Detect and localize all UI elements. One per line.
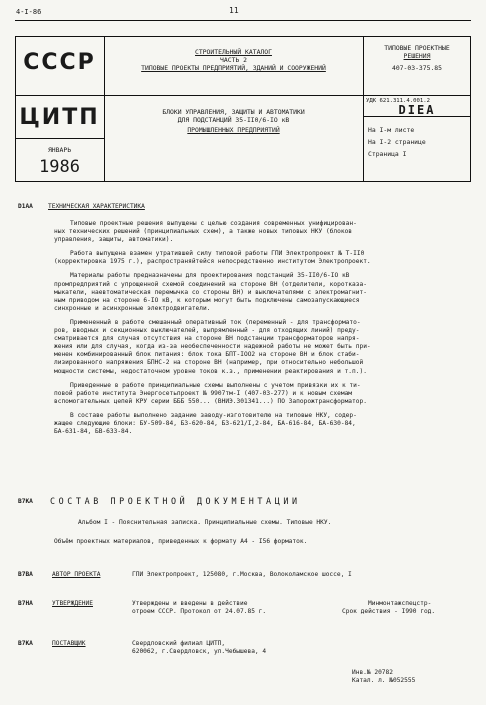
p1-line-3: управления, защиты, автоматики). [54, 236, 174, 244]
work-title [104, 108, 363, 135]
solution-block [363, 44, 471, 73]
solution-line-1: ТИПОВЫЕ ПРОЕКТНЫЕ [384, 44, 450, 52]
catalog-line-2: ЧАСТЬ 2 [220, 56, 247, 65]
approval-code: B7HA [18, 600, 33, 607]
section2-heading: СОСТАВ ПРОЕКТНОЙ ДОКУМЕНТАЦИИ [50, 496, 301, 506]
supplier-line-1: Свердловский филиал ЦИТП, [132, 640, 226, 647]
top-left-code: 4-I-86 [16, 8, 42, 16]
p3-line-3: мыкатели, наевтоматическая перемычка со стороны ВН) и выключателями с электромагнит- [54, 288, 367, 296]
p1-line-1: Типовые проектные решения выпущены с целью создания современных унифицирован- [70, 220, 357, 227]
catalog-title [104, 48, 363, 73]
approval-line-2: отроем СССР. Протокол от 24.07.85 г. [132, 608, 267, 616]
cccp-label: СССР [23, 50, 96, 75]
solution-line-2: РЕШЕНИЯ [403, 52, 431, 61]
p4-line-4: жения или для случая, когда из-за необеспеченности надежной работы не может быть при- [54, 343, 371, 351]
header-hline-left-1 [15, 95, 104, 96]
approval-line-1: Утверждены и введены в действие [132, 600, 248, 607]
p2-line-1: Работа выпущена взамен утратившей силу типовой работы ГПИ Электропроект № Т-II0 [70, 250, 365, 258]
section1-heading: ТЕХНИЧЕСКАЯ ХАРАКТЕРИСТИКА [48, 203, 145, 210]
p4-line-6: лизированного напряжения БПНС-2 на стороне ВН (например, при относительно небольшой [54, 359, 364, 367]
supplier-code: B7KA [18, 640, 33, 647]
work-title-line-2: ДЛЯ ПОДСТАНЦИЙ 35-II0/6-IO кВ [177, 116, 290, 125]
sheet-info [368, 124, 426, 160]
p4-line-2: ров, вводных и секционных выключателей, выпрямленный - для отходящих линий) преду- [54, 327, 360, 335]
approval-value [132, 600, 266, 616]
work-title-line-3: ПРОМЫШЛЕННЫХ ПРЕДПРИЯТИЙ [187, 126, 280, 135]
supplier-line-2: 620062, г.Свердловск, ул.Чебышева, 4 [132, 648, 267, 656]
album-line: Альбом I - Пояснительная записка. Принципиальные схемы. Типовые НКУ. [78, 519, 332, 526]
catalog-line-3: ТИПОВЫЕ ПРОЕКТЫ ПРЕДПРИЯТИЙ, ЗДАНИЙ И СООРУЖЕНИЙ [141, 64, 326, 73]
p5-line-1: Приведенные в работе принципиальные схемы выполнены с учетом привязки их к ти- [70, 381, 361, 389]
section1-body [54, 220, 371, 436]
p4-line-7: мощности системы, недостаточном уровне токов к.з., применении реактирования и т.п.). [54, 367, 367, 375]
approval-right-line-1: Минмонтажспецстр- [368, 600, 432, 607]
year-label: 1986 [39, 157, 80, 177]
inventory-number: Инв.№ 20782 [352, 669, 393, 676]
p2-line-2: (корректировка 1975 г.), распространяйтейся непосредственно институтом Электропроект. [54, 258, 371, 266]
approval-right-line-2: Срок действия - I990 год. [342, 608, 436, 616]
udk-label: УДК 621.311.4.001.2 [366, 98, 430, 104]
approval-label: УТВЕРЖДЕНИЕ [52, 600, 93, 607]
p5-line-2: повой работе института Энергосетьпроект № 9907тм-I (407-03-277) и к новым схемам [54, 389, 353, 397]
work-title-line-1: БЛОКИ УПРАВЛЕНИЯ, ЗАЩИТЫ И АВТОМАТИКИ [162, 108, 305, 116]
supplier-label: ПОСТАВЩИК [52, 640, 86, 647]
p3-line-5: синхронные и асинхронные электродвигатели. [54, 304, 211, 312]
month-label: ЯНВАРЬ [47, 146, 72, 154]
catalog-line-1: СТРОИТЕЛЬНЫЙ КАТАЛОГ [195, 48, 272, 56]
author-label: АВТОР ПРОЕКТА [52, 571, 101, 578]
p6-line-1: В составе работы выполнено задание заводу-изготовителю на типовые НКУ, содер- [70, 411, 357, 419]
solution-number: 407-03-375.85 [391, 64, 443, 73]
header-hline-mid [104, 95, 471, 96]
sheet-info-line-1: На I-м листе [368, 126, 415, 134]
section2-code: B7KA [18, 498, 33, 505]
volume-line: Объём проектных материалов, приведенных к формату А4 - I56 форматок. [54, 538, 308, 545]
p4-line-5: менен комбинированный блок питания: блок тока БПТ-IOO2 на стороне ВН и блок стаби- [54, 351, 360, 359]
author-value: ГПИ Электропроект, 125080, г.Москва, Волоколамское шоссе, I [132, 571, 352, 578]
top-rule [15, 20, 471, 21]
tsitp-label: ЦИТП [19, 105, 100, 130]
author-code: B7BA [18, 571, 33, 578]
p1-line-2: ных технических решений (принципиальных схем), а также новых типовых НКУ (блоков [54, 228, 353, 236]
catalog-sheet-number: Катал. л. №052555 [352, 677, 416, 685]
supplier-value [132, 640, 266, 656]
sheet-info-line-2: На I-2 странице [368, 138, 426, 146]
p4-line-3: сматривается для случая отсутствия на стороне ВН подстанции трансформаторов напря- [54, 335, 360, 343]
section1-code: D1AA [18, 203, 33, 210]
p4-line-1: Примененный в работе смешанный оперативный ток (переменный - для трансформато- [70, 318, 361, 326]
sheet-info-line-3: Страница I [368, 150, 407, 158]
header-hline-left-2 [15, 138, 104, 139]
code-diea: DIEA [398, 103, 436, 117]
p6-line-3: БА-631-84, БВ-633-84. [54, 428, 133, 436]
p3-line-1: Материалы работы предназначены для проектирования подстанций 35-II0/6-IO кВ [70, 272, 350, 280]
approval-right [342, 600, 435, 616]
page-number: 11 [229, 6, 239, 15]
p5-line-3: вспомогательных цепей КРУ серии БББ 550... (ВНИЭ.301341...) ПО Запорожтрансформатор. [54, 397, 367, 405]
p3-line-2: промпредприятий с упрощенной схемой соединений на стороне ВН (отделители, коротказа- [54, 280, 367, 288]
footer-info [352, 669, 415, 685]
p6-line-2: жащее следующие блоки: БУ-509-84, БЗ-620-84, БЗ-621/I,2-84, БА-616-84, БА-630-84, [54, 419, 356, 427]
p3-line-4: ным приводом на стороне 6-IO кВ, к которым могут быть подключены самозапускающиеся [54, 296, 360, 304]
